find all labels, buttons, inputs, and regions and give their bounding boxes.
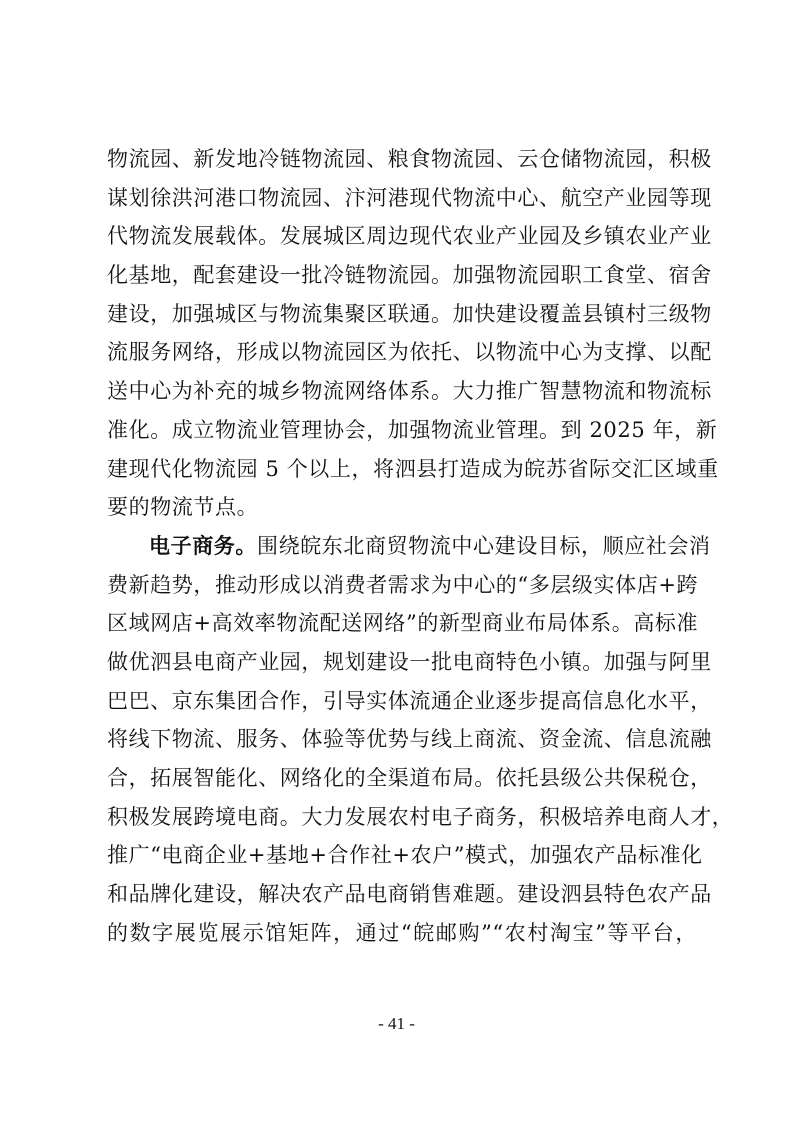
text-line: 化基地，配套建设一批冷链物流园。加强物流园职工食堂、宿舍: [107, 263, 712, 288]
text-line: 要的物流节点。: [107, 495, 259, 520]
text-line: 送中心为补充的城乡物流网络体系。大力推广智慧物流和物流标: [107, 379, 712, 404]
text-line: 做优泗县电商产业园，规划建设一批电商特色小镇。加强与阿里: [107, 649, 712, 674]
text-line: 合，拓展智能化、网络化的全渠道布局。依托县级公共保税仓，: [107, 766, 712, 790]
text-line: 物流园、新发地冷链物流园、粮食物流园、云仓储物流园，积极: [107, 147, 712, 171]
text-line: 巴巴、京东集团合作，引导实体流通企业逐步提高信息化水平，: [107, 688, 712, 713]
text-line: 区域网店+高效率物流配送网络”的新型商业布局体系。高标准: [107, 611, 699, 636]
paragraph-ecommerce: [107, 527, 734, 953]
text-line: 推广“电商企业+基地+合作社+农户”模式，加强农产品标准化: [107, 843, 703, 868]
text-line: 准化。成立物流业管理协会，加强物流业管理。到 2025 年，新: [107, 417, 718, 442]
text-line: 建现代化物流园 5 个以上，将泗县打造成为皖苏省际交汇区域重: [107, 456, 719, 481]
text-line: 将线下物流、服务、体验等优势与线上商流、资金流、信息流融: [107, 727, 712, 752]
text-line: 流服务网络，形成以物流园区为依托、以物流中心为支撑、以配: [107, 340, 712, 365]
page-number: - 41 -: [378, 1014, 415, 1033]
text-line: 代物流发展载体。发展城区周边现代农业产业园及乡镇农业产业: [107, 224, 712, 249]
text-line: 费新趋势，推动形成以消费者需求为中心的“多层级实体店+跨: [107, 572, 699, 597]
text-span: 围绕皖东北商贸物流中心建设目标，顺应社会消: [257, 533, 711, 558]
paragraph-first-line: [107, 527, 711, 566]
text-line: 的数字展览展示馆矩阵，通过“皖邮购”“农村淘宝”等平台，: [107, 920, 697, 945]
text-line: 和品牌化建设，解决农产品电商销售难题。建设泗县特色农产品: [107, 882, 712, 907]
paragraph-logistics: [107, 140, 719, 527]
section-heading: 电子商务。: [149, 532, 257, 558]
body-text: [107, 140, 734, 952]
text-line: 谋划徐洪河港口物流园、汴河港现代物流中心、航空产业园等现: [107, 185, 712, 210]
text-line: 建设，加强城区与物流集聚区联通。加快建设覆盖县镇村三级物: [107, 301, 712, 326]
text-line: 积极发展跨境电商。大力发展农村电子商务，积极培养电商人才，: [107, 804, 734, 829]
